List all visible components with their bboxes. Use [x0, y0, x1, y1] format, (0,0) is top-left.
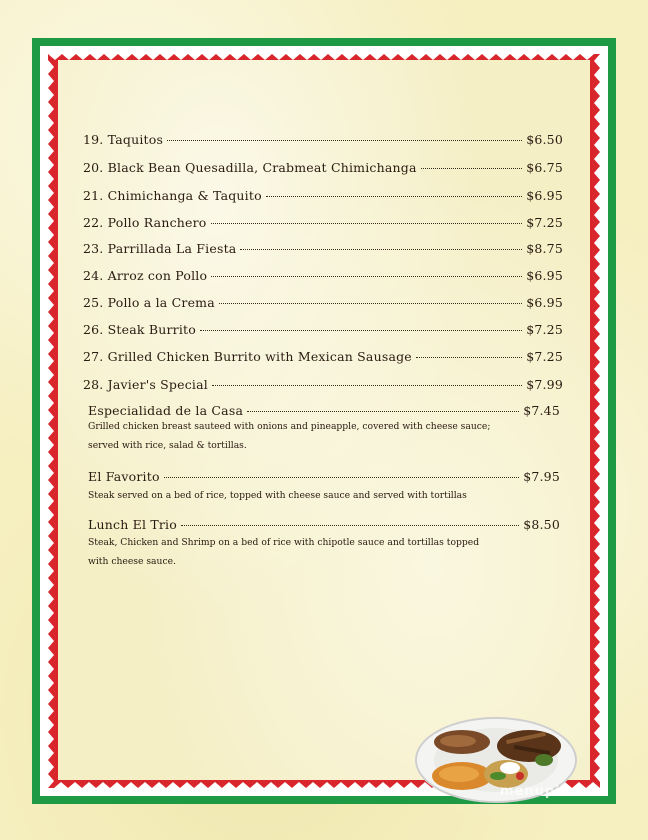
leader-dots	[211, 223, 523, 224]
watermark-text: menupix	[500, 784, 571, 799]
menu-item	[83, 241, 563, 256]
item-price: $6.50	[526, 132, 563, 147]
special-price: $8.50	[523, 517, 560, 532]
item-name: 23. Parrillada La Fiesta	[83, 241, 237, 256]
menu-item	[83, 295, 563, 310]
leader-dots	[266, 196, 522, 197]
leader-dots	[247, 411, 519, 412]
special-description	[88, 533, 558, 571]
item-name: 28. Javier's Special	[83, 377, 208, 392]
menu-item	[83, 349, 563, 364]
leader-dots	[211, 276, 522, 277]
item-name: 21. Chimichanga & Taquito	[83, 188, 262, 203]
item-price: $6.75	[526, 160, 563, 175]
description-line: with cheese sauce.	[88, 556, 176, 567]
item-price: $8.75	[526, 241, 563, 256]
leader-dots	[219, 303, 522, 304]
menu-item	[83, 215, 563, 230]
menu-item	[83, 377, 563, 392]
item-price: $6.95	[526, 188, 563, 203]
leader-dots	[164, 477, 520, 478]
item-price: $7.25	[526, 349, 563, 364]
leader-dots	[416, 357, 522, 358]
leader-dots	[212, 385, 522, 386]
special-price: $7.45	[523, 403, 560, 418]
description-line: Steak served on a bed of rice, topped with cheese sauce and served with tortillas	[88, 490, 467, 501]
leader-dots	[240, 249, 522, 250]
special-description	[88, 486, 558, 505]
item-name: 20. Black Bean Quesadilla, Crabmeat Chimichanga	[83, 160, 417, 175]
item-price: $6.95	[526, 268, 563, 283]
menu-item	[83, 322, 563, 337]
item-name: 26. Steak Burrito	[83, 322, 196, 337]
special-name: Lunch El Trio	[88, 517, 177, 532]
menu-item	[83, 188, 563, 203]
menu-item	[83, 268, 563, 283]
leader-dots	[167, 140, 522, 141]
menu-item	[83, 160, 563, 175]
item-price: $7.25	[526, 215, 563, 230]
item-name: 27. Grilled Chicken Burrito with Mexican Sausage	[83, 349, 412, 364]
item-price: $7.99	[526, 377, 563, 392]
item-name: 19. Taquitos	[83, 132, 164, 147]
special-item	[88, 469, 560, 484]
special-name: El Favorito	[88, 469, 160, 484]
menu-item	[83, 132, 563, 147]
item-name: 22. Pollo Ranchero	[83, 215, 207, 230]
item-name: 25. Pollo a la Crema	[83, 295, 215, 310]
item-price: $7.25	[526, 322, 563, 337]
special-name: Especialidad de la Casa	[88, 403, 244, 418]
item-price: $6.95	[526, 295, 563, 310]
special-price: $7.95	[523, 469, 560, 484]
description-line: Grilled chicken breast sauteed with onions and pineapple, covered with cheese sauce;	[88, 421, 491, 432]
item-name: 24. Arroz con Pollo	[83, 268, 208, 283]
special-description	[88, 417, 558, 455]
description-line: Steak, Chicken and Shrimp on a bed of rice with chipotle sauce and tortillas topped	[88, 537, 480, 548]
leader-dots	[421, 168, 523, 169]
special-item	[88, 403, 560, 418]
special-item	[88, 517, 560, 532]
leader-dots	[200, 330, 522, 331]
leader-dots	[181, 525, 519, 526]
description-line: served with rice, salad & tortillas.	[88, 440, 247, 451]
